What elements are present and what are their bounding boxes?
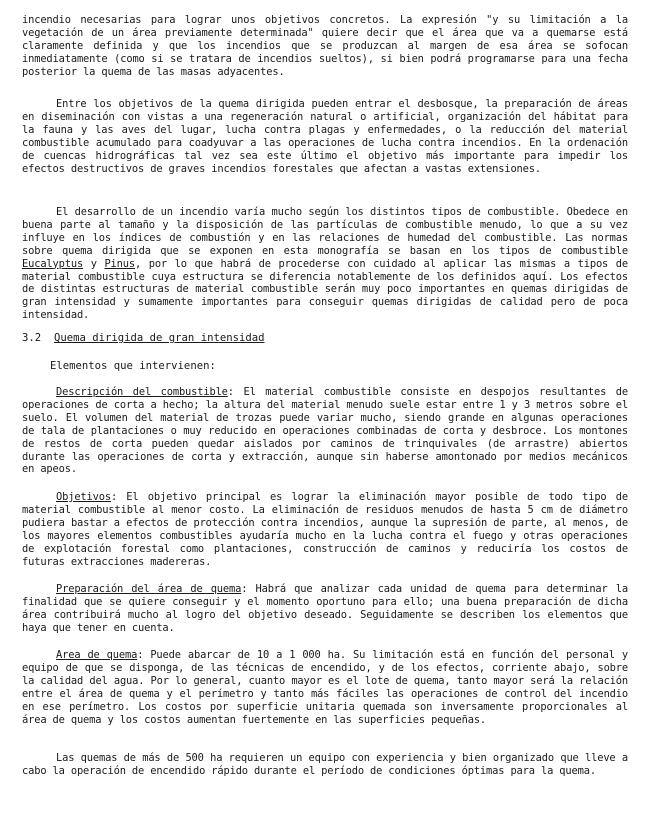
term-conjunction: y <box>90 257 97 270</box>
item-text: : El material combustible consiste en despojos resultantes de operaciones de corta a hecho; la altura del material menudo suele estar entre 1 y 3 metros sobre el suelo. El volumen del material de trozas puede variar mucho, siendo grande en algunas operaciones de tala de plantaciones o muy reducido en operaciones combinadas de corta y desbroce. Los montones de restos de corta pueden quedar aislados por caminos de trinquivales (de arrastre) abiertos durante las operaciones de corta y extracción, aunque sin haberse amontonado por medios mecánicos en apeos. <box>22 386 628 476</box>
paragraph-objectives-general: Entre los objetivos de la quema dirigida pueden entrar el desbosque, la preparación de áreas en diseminación con vistas a una regeneración natural o artificial, organización del hábitat para la fauna y las aves del lugar, lucha contra plagas y enfermedades, o la reducción del material combustible acumulado para coadyuvar a las operaciones de lucha contra incendios. En la ordenación de cuencas hidrográficas tal vez sea este último el objetivo más importante para impedir los efectos destructivos de graves incendios forestales que afectan a vastas extensiones. <box>22 98 628 175</box>
item-area-preparation <box>22 583 628 635</box>
paragraph-fuel-types <box>22 206 628 322</box>
item-burn-area <box>22 649 628 726</box>
paragraph-intro: incendio necesarias para lograr unos objetivos concretos. La expresión "y su limitación a la vegetación de un área previamente determinada" quiere decir que el área que va a quemarse está claramente definida y que los incendios que se produzcan al margen de esa área se sofocan inmediatamente (como si se tratara de incendios sueltos), si bien podrá programarse para una fecha posterior la quema de las masas adyacentes. <box>22 14 628 78</box>
item-objectives <box>22 491 628 568</box>
paragraph-fuel-types-part-b: , por lo que habrá de procederse con cuidado al aplicar las mismas a tipos de material combustible cuya estructura se diferencia notablemente de los definidos aquí. Los efectos de distintas estructuras de material combustible serán muy poco importantes en quemas dirigidas de gran intensidad y sumamente importantes para conseguir quemas dirigidas de calidad pero de poca intensidad. <box>22 257 629 322</box>
item-label: Preparación del área de quema <box>56 583 242 595</box>
item-text: : Habrá que analizar cada unidad de quema para determinar la finalidad que se quiere conseguir y el momento oportuno para ello; una buena preparación de dicha área contribuirá mucho al logro del objetivo deseado. Seguidamente se describen los elementos que haya que tener en cuenta. <box>22 583 628 634</box>
section-heading <box>22 332 264 345</box>
item-text: : Puede abarcar de 10 a 1 000 ha. Su limitación está en función del personal y equipo de que se disponga, de las técnicas de encendido, y de los efectos, corriente abajo, sobre la calidad del agua. Por lo general, cuanto mayor es el lote de quema, tanto mayor será la relación entre el área de quema y el perímetro y tanto más fáciles las operaciones de control del incendio en ese perímetro. Los costos por superficie unitaria quemada son inversamente proporcionales al área de quema y los costos aumentan fuertemente en las superficies pequeñas. <box>22 649 629 726</box>
term-pinus: Pinus <box>104 257 135 270</box>
term-eucalyptus: Eucalyptus <box>22 257 84 270</box>
item-label: Area de quema <box>56 649 138 661</box>
section-intro: Elementos que intervienen: <box>50 360 216 372</box>
section-title: Quema dirigida de gran intensidad <box>54 332 265 344</box>
paragraph-fuel-types-part-a: El desarrollo de un incendio varía mucho según los distintos tipos de combustible. Obedece en buena parte al tamaño y la disposición de las partículas de combustible menudo, lo que a su vez influye en los índices de combustión y en las relaciones de humedad del combustible. Las normas sobre quema dirigida que se exponen en esta monografía se basan en los tipos de combustible <box>22 206 628 257</box>
item-text: : El objetivo principal es lograr la eliminación mayor posible de todo tipo de material combustible al menor costo. La eliminación de residuos menudos de hasta 5 cm de diámetro pudiera bastar a efectos de protección contra incendios, aunque la supresión de parte, al menos, de los mayores elementos combustibles ayudaría mucho en la lucha contra el fuego y otras operaciones de explotación forestal como plantaciones, construcción de caminos y reduciría los costos de futuras extracciones madereras. <box>22 491 628 568</box>
section-number: 3.2 <box>22 332 42 344</box>
item-label: Objetivos <box>56 491 111 503</box>
paragraph-closing: Las quemas de más de 500 ha requieren un equipo con experiencia y bien organizado que lleve a cabo la operación de encendido rápido durante el período de condiciones óptimas para la quema. <box>22 752 628 777</box>
item-label: Descripción del combustible <box>56 386 228 398</box>
item-fuel-description <box>22 386 628 476</box>
